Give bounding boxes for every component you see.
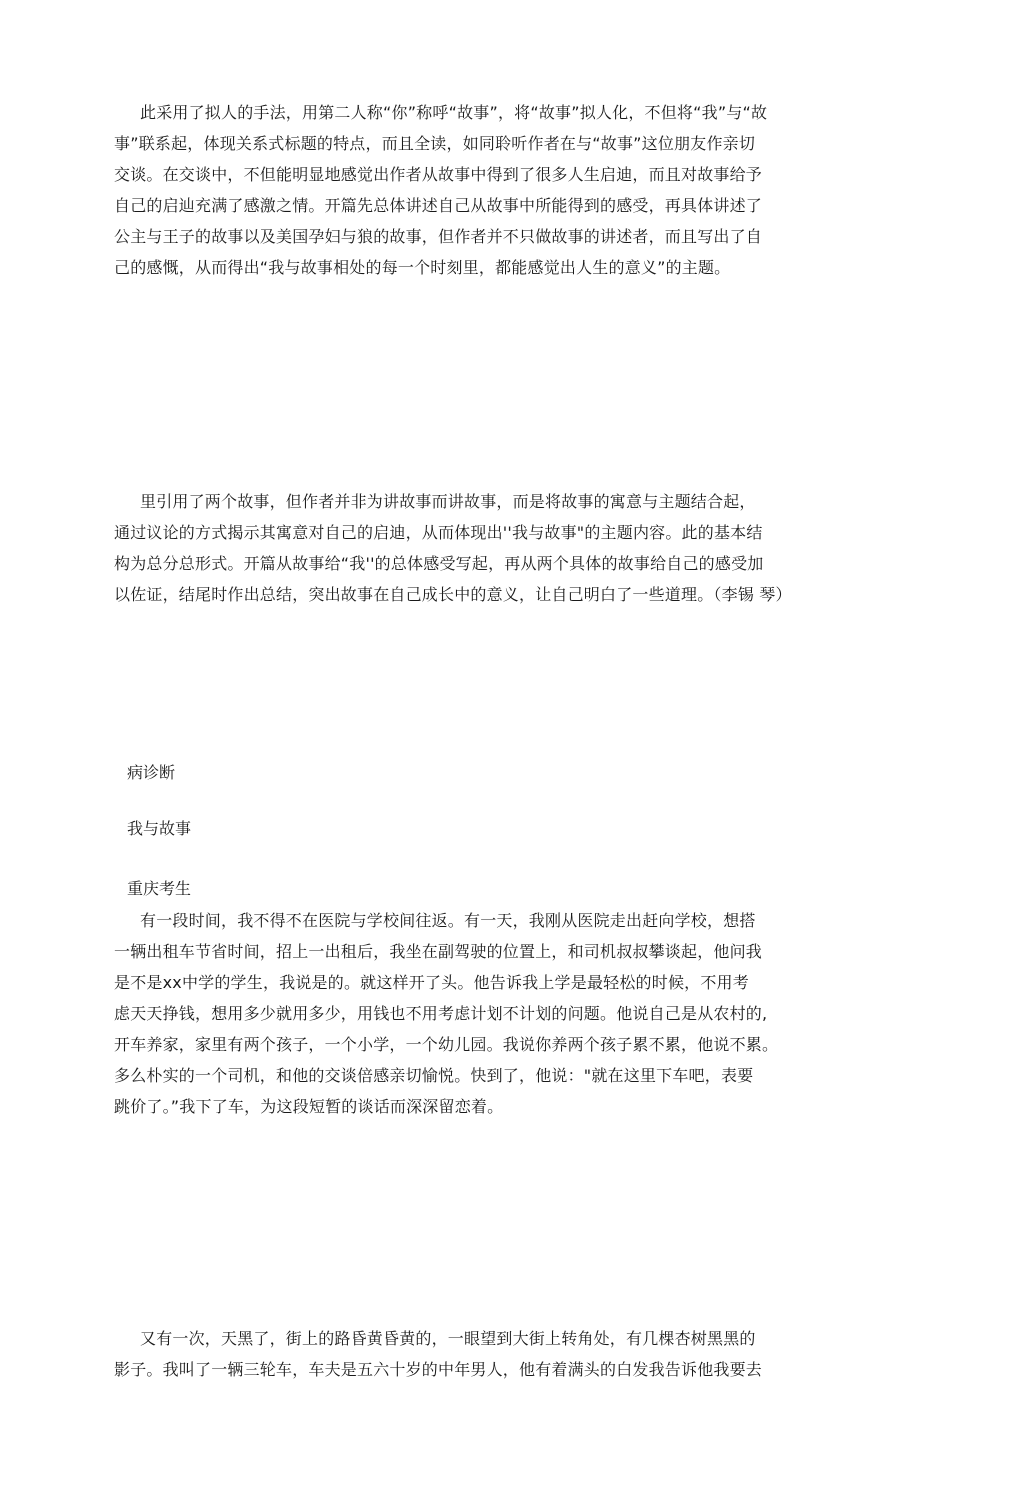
paragraph-line: 跳价了。”我下了车，为这段短暂的谈话而深深留恋着。 xyxy=(114,1097,504,1116)
paragraph-line: 影子。我叫了一辆三轮车，车夫是五六十岁的中年男人，他有着满头的白发我告诉他我要去 xyxy=(114,1360,763,1379)
paragraph-line: 虑天天挣钱，想用多少就用多少，用钱也不用考虑计划不计划的问题。他说自己是从农村的, xyxy=(114,1004,768,1023)
paragraph-line: 公主与王子的故事以及美国孕妇与狼的故事，但作者并不只做故事的讲述者，而且写出了自 xyxy=(114,227,763,246)
paragraph-line: 通过议论的方式揭示其寓意对自己的启迪，从而体现出''我与故事"的主题内容。此的基本结 xyxy=(114,523,763,542)
section-heading: 病诊断 xyxy=(127,763,176,782)
paragraph-line: 是不是xx中学的学生，我说是的。就这样开了头。他告诉我上学是最轻松的时候，不用考 xyxy=(114,973,749,992)
paragraph-line: 交谈。在交谈中，不但能明显地感觉出作者从故事中得到了很多人生启迪，而且对故事给予 xyxy=(114,165,763,184)
paragraph-line: 构为总分总形式。开篇从故事给“我''的总体感受写起，再从两个具体的故事给自己的感受加 xyxy=(114,554,764,573)
paragraph-line: 里引用了两个故事，但作者并非为讲故事而讲故事，而是将故事的寓意与主题结合起， xyxy=(140,492,756,511)
paragraph-line: 己的感慨，从而得出“我与故事相处的每一个时刻里，都能感觉出人生的意义”的主题。 xyxy=(114,258,731,277)
paragraph-line: 此采用了拟人的手法，用第二人称“你”称呼“故事”，将“故事”拟人化，不但将“我”与“故 xyxy=(140,103,768,122)
paragraph-line: 多么朴实的一个司机，和他的交谈倍感亲切愉悦。快到了，他说："就在这里下车吧，表要 xyxy=(114,1066,754,1085)
paragraph-line: 有一段时间，我不得不在医院与学校间往返。有一天，我刚从医院走出赶向学校，想搭 xyxy=(140,911,756,930)
analysis-paragraph-1 xyxy=(114,97,894,283)
essay-author: 重庆考生 xyxy=(127,879,192,898)
paragraph-line: 又有一次，天黑了，街上的路昏黄昏黄的，一眼望到大街上转角处，有几棵杏树黑黑的 xyxy=(140,1329,756,1348)
essay-paragraph-1 xyxy=(114,905,894,1122)
paragraph-line: 一辆出租车节省时间，招上一出租后，我坐在副驾驶的位置上，和司机叔叔攀谈起，他问我 xyxy=(114,942,763,961)
paragraph-line: 以佐证，结尾时作出总结，突出故事在自己成长中的意义，让自己明白了一些道理。（李锡 琴） xyxy=(114,585,792,604)
paragraph-line: 事”联系起，体现关系式标题的特点，而且全读，如同聆听作者在与“故事”这位朋友作亲切 xyxy=(114,134,756,153)
essay-title: 我与故事 xyxy=(127,819,192,838)
paragraph-line: 自己的启辿充满了感激之情。开篇先总体讲述自己从故事中所能得到的感受，再具体讲述了 xyxy=(114,196,763,215)
essay-paragraph-2 xyxy=(114,1323,894,1385)
paragraph-line: 开车养家，家里有两个孩子，一个小学，一个幼儿园。我说你养两个孩子累不累，他说不累。 xyxy=(114,1035,779,1054)
analysis-paragraph-2 xyxy=(114,486,894,610)
